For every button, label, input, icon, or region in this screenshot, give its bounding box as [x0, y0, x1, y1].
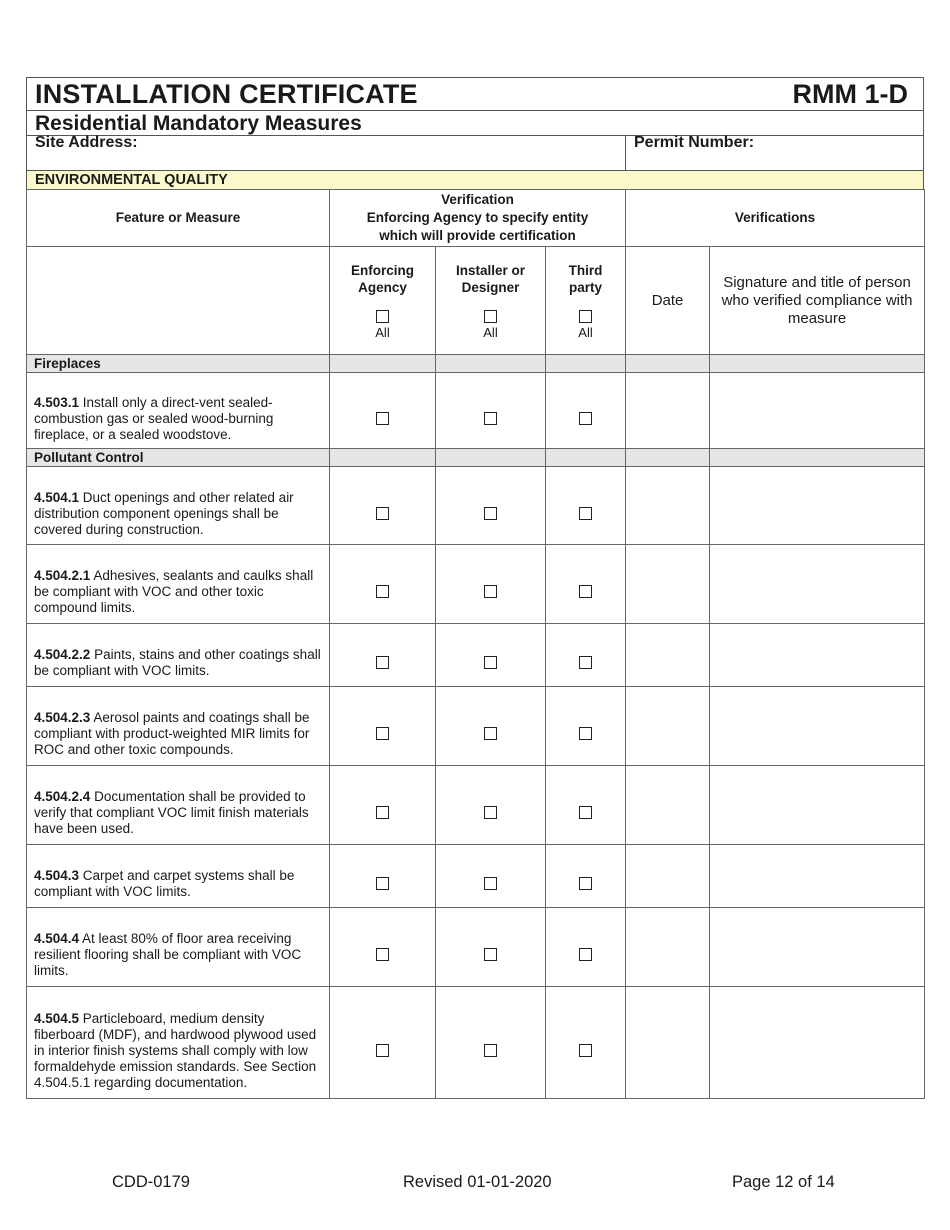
checkbox-cell — [330, 987, 436, 1099]
measure-description — [27, 687, 330, 766]
group-header-row — [27, 355, 925, 373]
installer-designer-checkbox[interactable] — [484, 948, 497, 961]
checkbox-cell — [546, 766, 626, 845]
third-party-checkbox[interactable] — [579, 948, 592, 961]
checkbox-cell — [330, 687, 436, 766]
measure-text: Documentation shall be provided to verify that compliant VOC limit finish materials have been used. — [34, 789, 309, 836]
enforcing-agency-checkbox[interactable] — [376, 656, 389, 669]
measure-text: Paints, stains and other coatings shall be compliant with VOC limits. — [34, 647, 321, 678]
date-cell[interactable] — [626, 687, 710, 766]
third-party-checkbox[interactable] — [579, 1044, 592, 1057]
measure-code: 4.504.2.4 — [34, 789, 91, 804]
group-header-cell — [330, 449, 436, 467]
feature-column-header: Feature or Measure — [27, 190, 330, 247]
measure-code: 4.504.2.2 — [34, 647, 91, 662]
checkbox-cell — [330, 908, 436, 987]
measure-text: Adhesives, sealants and caulks shall be compliant with VOC and other toxic compound limits. — [34, 568, 314, 615]
field-divider — [625, 136, 626, 170]
footer-page-number: Page 12 of 14 — [732, 1173, 835, 1191]
measure-description — [27, 545, 330, 624]
certificate-form — [26, 77, 924, 1099]
measure-description — [27, 624, 330, 687]
measure-row — [27, 845, 925, 908]
checkbox-cell — [330, 545, 436, 624]
installer-label-1: Installer or — [455, 262, 526, 278]
third-party-checkbox[interactable] — [579, 806, 592, 819]
checkbox-cell — [546, 624, 626, 687]
checkbox-cell — [330, 624, 436, 687]
group-header-cell — [436, 355, 546, 373]
measure-code: 4.504.2.1 — [34, 568, 91, 583]
enforcing-agency-checkbox[interactable] — [376, 585, 389, 598]
checkbox-cell — [546, 687, 626, 766]
enforcing-agency-header — [330, 247, 436, 355]
third-party-checkbox[interactable] — [579, 727, 592, 740]
signature-cell[interactable] — [710, 766, 925, 845]
verification-title: Verification — [441, 192, 514, 207]
installer-designer-checkbox[interactable] — [484, 1044, 497, 1057]
third-party-checkbox[interactable] — [579, 585, 592, 598]
measure-row — [27, 373, 925, 449]
measure-text: Install only a direct-vent sealed-combustion gas or sealed wood-burning fireplace, or a sealed woodstove. — [34, 394, 274, 442]
signature-cell[interactable] — [710, 467, 925, 545]
enforcing-agency-checkbox[interactable] — [376, 412, 389, 425]
group-header-cell — [436, 449, 546, 467]
enforcing-label-2: Agency — [358, 279, 407, 295]
group-header-cell — [710, 355, 925, 373]
installer-designer-checkbox[interactable] — [484, 507, 497, 520]
subheader-blank — [27, 247, 330, 355]
installer-designer-checkbox[interactable] — [484, 877, 497, 890]
checkbox-cell — [330, 845, 436, 908]
page-title: INSTALLATION CERTIFICATE — [35, 79, 418, 109]
site-address-field[interactable]: Site Address: — [35, 134, 138, 151]
date-column-header: Date — [626, 247, 710, 355]
group-header-cell — [330, 355, 436, 373]
date-cell[interactable] — [626, 467, 710, 545]
date-cell[interactable] — [626, 766, 710, 845]
title-bar — [26, 77, 924, 110]
group-title: Fireplaces — [27, 355, 330, 373]
header-row — [27, 190, 925, 247]
group-header-cell — [546, 449, 626, 467]
checkbox-cell — [546, 987, 626, 1099]
enforcing-agency-checkbox[interactable] — [376, 1044, 389, 1057]
measure-row — [27, 545, 925, 624]
signature-cell[interactable] — [710, 687, 925, 766]
measure-row — [27, 467, 925, 545]
permit-number-field[interactable]: Permit Number: — [634, 134, 755, 151]
measure-text: Particleboard, medium density fiberboard (MDF), and hardwood plywood used in interior finish systems shall comply with low formaldehyde emission standards. See Section 4.504.5.1 regarding documentation. — [34, 1010, 317, 1090]
checkbox-cell — [436, 687, 546, 766]
third-label-1: Third — [568, 262, 603, 278]
select-all-third-party-checkbox[interactable] — [579, 310, 592, 323]
measure-row — [27, 687, 925, 766]
installer-designer-checkbox[interactable] — [484, 412, 497, 425]
group-header-cell — [546, 355, 626, 373]
checkbox-cell — [436, 467, 546, 545]
third-party-checkbox[interactable] — [579, 507, 592, 520]
checkbox-cell — [546, 373, 626, 449]
site-address-row — [26, 135, 924, 170]
footer-revised: Revised 01-01-2020 — [403, 1173, 552, 1191]
page-subtitle: Residential Mandatory Measures — [35, 112, 362, 135]
checkbox-cell — [546, 545, 626, 624]
third-label-2: party — [569, 279, 603, 295]
measures-table — [26, 189, 925, 1099]
group-header-cell — [710, 449, 925, 467]
checkbox-cell — [330, 373, 436, 449]
signature-cell[interactable] — [710, 624, 925, 687]
measure-description — [27, 373, 330, 449]
enforcing-label-1: Enforcing — [351, 262, 414, 278]
third-party-checkbox[interactable] — [579, 877, 592, 890]
verifications-column-header: Verifications — [626, 190, 925, 247]
date-cell[interactable] — [626, 545, 710, 624]
third-party-checkbox[interactable] — [579, 656, 592, 669]
date-cell[interactable] — [626, 987, 710, 1099]
measure-description — [27, 908, 330, 987]
all-label: All — [375, 324, 390, 340]
checkbox-cell — [436, 987, 546, 1099]
section-header — [26, 170, 924, 189]
signature-cell[interactable] — [710, 987, 925, 1099]
checkbox-cell — [546, 845, 626, 908]
measure-description — [27, 766, 330, 845]
signature-cell[interactable] — [710, 545, 925, 624]
group-header-row — [27, 449, 925, 467]
section-title: ENVIRONMENTAL QUALITY — [35, 172, 228, 188]
checkbox-cell — [436, 766, 546, 845]
checkbox-cell — [546, 908, 626, 987]
measure-row — [27, 766, 925, 845]
subtitle-bar — [26, 110, 924, 135]
date-cell[interactable] — [626, 908, 710, 987]
verification-line-2: Enforcing Agency to specify entity — [366, 210, 589, 225]
signature-cell[interactable] — [710, 908, 925, 987]
measure-description — [27, 845, 330, 908]
installer-designer-checkbox[interactable] — [484, 585, 497, 598]
select-all-enforcing-checkbox[interactable] — [376, 310, 389, 323]
footer-doc-code: CDD-0179 — [112, 1173, 190, 1191]
verification-line-3: which will provide certification — [379, 228, 576, 243]
enforcing-agency-checkbox[interactable] — [376, 806, 389, 819]
measure-row — [27, 908, 925, 987]
checkbox-cell — [330, 467, 436, 545]
measure-text: Carpet and carpet systems shall be compliant with VOC limits. — [34, 868, 295, 899]
checkbox-cell — [330, 766, 436, 845]
measure-code: 4.504.5 — [34, 1010, 80, 1026]
group-title: Pollutant Control — [27, 449, 330, 467]
checkbox-cell — [546, 467, 626, 545]
measure-description — [27, 467, 330, 545]
third-party-header — [546, 247, 626, 355]
signature-cell[interactable] — [710, 373, 925, 449]
checkbox-cell — [436, 545, 546, 624]
third-party-checkbox[interactable] — [579, 412, 592, 425]
checkbox-cell — [436, 845, 546, 908]
measure-code: 4.504.1 — [34, 489, 80, 505]
measure-row — [27, 987, 925, 1099]
select-all-installer-checkbox[interactable] — [484, 310, 497, 323]
signature-cell[interactable] — [710, 845, 925, 908]
date-cell[interactable] — [626, 373, 710, 449]
measure-code: 4.504.3 — [34, 868, 80, 883]
checkbox-cell — [436, 624, 546, 687]
measure-code: 4.504.2.3 — [34, 710, 91, 725]
enforcing-agency-checkbox[interactable] — [376, 727, 389, 740]
measure-code: 4.504.4 — [34, 931, 80, 946]
installer-label-2: Designer — [461, 279, 520, 295]
installer-designer-checkbox[interactable] — [484, 727, 497, 740]
date-cell[interactable] — [626, 624, 710, 687]
measure-row — [27, 624, 925, 687]
measure-text: Aerosol paints and coatings shall be compliant with product-weighted MIR limits for ROC and other toxic compounds. — [34, 710, 310, 757]
checkbox-cell — [436, 908, 546, 987]
form-code: RMM 1-D — [792, 79, 908, 109]
installer-designer-checkbox[interactable] — [484, 656, 497, 669]
all-label: All — [483, 324, 498, 340]
signature-column-header: Signature and title of person who verified compliance with measure — [710, 247, 925, 355]
measure-text: At least 80% of floor area receiving resilient flooring shall be compliant with VOC limits. — [34, 931, 302, 978]
group-header-cell — [626, 449, 710, 467]
date-cell[interactable] — [626, 845, 710, 908]
all-label: All — [578, 324, 593, 340]
enforcing-agency-checkbox[interactable] — [376, 948, 389, 961]
measure-code: 4.503.1 — [34, 394, 80, 410]
checkbox-cell — [436, 373, 546, 449]
enforcing-agency-checkbox[interactable] — [376, 507, 389, 520]
verification-column-header — [330, 190, 626, 247]
enforcing-agency-checkbox[interactable] — [376, 877, 389, 890]
measure-description — [27, 987, 330, 1099]
measure-text: Duct openings and other related air distribution component openings shall be covered during construction. — [34, 489, 294, 537]
installer-designer-checkbox[interactable] — [484, 806, 497, 819]
subheader-row — [27, 247, 925, 355]
installer-designer-header — [436, 247, 546, 355]
group-header-cell — [626, 355, 710, 373]
